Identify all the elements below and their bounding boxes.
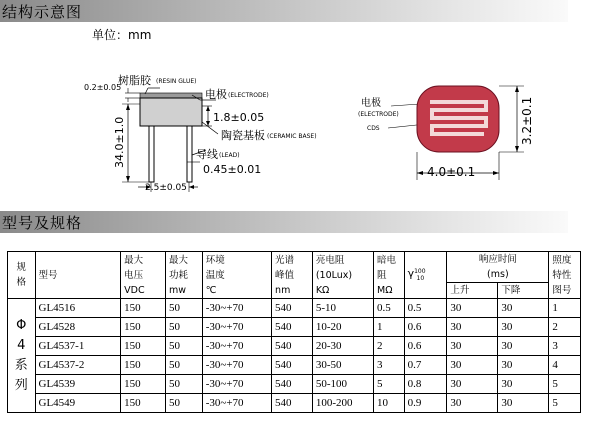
cell-voltage: 150 [121,375,166,394]
cell-fall: 30 [498,394,549,413]
cell-gamma: 0.7 [404,356,447,375]
cell-rise: 30 [447,356,498,375]
table-row [8,337,581,356]
cell-model: GL4549 [35,394,121,413]
cell-dark-res: 3 [374,356,405,375]
structure-section-header [0,0,568,22]
cell-voltage: 150 [121,299,166,318]
cell-light-res: 10-20 [312,318,373,337]
cell-light-res: 100-200 [312,394,373,413]
resin-glue-en-label: (RESIN GLUE) [156,78,197,85]
cell-spectral: 540 [272,375,313,394]
cell-fall: 30 [498,318,549,337]
lead-left [149,126,154,182]
cell-dark-res: 1 [374,318,405,337]
cell-gamma: 0.5 [404,299,447,318]
cell-spectral: 540 [272,356,313,375]
right-electrode-label: 电极 [361,98,381,109]
structure-diagram [0,22,589,211]
cell-temp: -30~+70 [202,337,271,356]
cell-model: GL4516 [35,299,121,318]
dim-2-5: 2.5±0.05 [145,183,187,193]
cell-fig: 5 [549,375,581,394]
structure-section-title: 结构示意图 [2,3,83,21]
header-dark-res: 暗电 阻 MΩ [374,252,405,299]
dim-3-2: 3.2±0.1 [520,96,534,145]
cds-label: CDS [367,125,380,132]
dim-1-8: 1.8±0.05 [213,111,265,124]
header-spectral: 光谱 峰值 nm [272,252,313,299]
cell-fall: 30 [498,337,549,356]
header-model: 型号 [35,252,121,299]
cell-fall: 30 [498,356,549,375]
cell-voltage: 150 [121,337,166,356]
cell-fall: 30 [498,375,549,394]
cell-model: GL4537-2 [35,356,121,375]
cell-rise: 30 [447,394,498,413]
electrode-en-label: (ELECTRODE) [228,92,269,99]
cell-rise: 30 [447,299,498,318]
table-row [8,318,581,337]
header-max-voltage: 最大 电压 VDC [121,252,166,299]
cell-spectral: 540 [272,299,313,318]
lead-en-label: (LEAD) [219,152,240,159]
ceramic-base-en-label: (CERAMIC BASE) [267,133,317,140]
cell-rise: 30 [447,337,498,356]
electrode-label: 电极 [205,88,227,101]
ceramic-base [140,98,202,126]
cell-temp: -30~+70 [202,299,271,318]
cell-model: GL4537-1 [35,337,121,356]
cell-rise: 30 [447,318,498,337]
cell-fall: 30 [498,299,549,318]
cell-model: GL4539 [35,375,121,394]
cell-spectral: 540 [272,337,313,356]
cell-temp: -30~+70 [202,318,271,337]
cell-temp: -30~+70 [202,375,271,394]
spec-table [7,251,581,413]
cell-voltage: 150 [121,318,166,337]
cell-power: 50 [166,337,203,356]
header-row-1 [8,252,581,283]
cell-light-res: 30-50 [312,356,373,375]
cell-dark-res: 2 [374,337,405,356]
cell-gamma: 0.6 [404,337,447,356]
header-response: 响应时间 (ms) [447,252,549,283]
cell-spectral: 540 [272,394,313,413]
header-category: 规 格 [8,252,36,299]
dim-4-0: 4.0±0.1 [427,165,476,179]
cell-fig: 5 [549,394,581,413]
cell-fig: 2 [549,318,581,337]
cell-gamma: 0.6 [404,318,447,337]
spec-section-header [0,211,568,233]
spec-section-title: 型号及规格 [2,214,83,232]
table-row [8,356,581,375]
cell-power: 50 [166,375,203,394]
table-row [8,375,581,394]
cell-gamma: 0.8 [404,375,447,394]
cell-power: 50 [166,394,203,413]
cell-rise: 30 [447,375,498,394]
header-max-power: 最大 功耗 mw [166,252,203,299]
cell-light-res: 20-30 [312,337,373,356]
table-row [8,299,581,318]
cell-dark-res: 0.5 [374,299,405,318]
cell-voltage: 150 [121,356,166,375]
header-gamma: $\gamma^{100}_{10}$ [404,252,447,299]
table-row [8,394,581,413]
category-label: Φ 4 系 列 [8,299,36,413]
header-curve: 照度 特性 图号 [549,252,581,299]
cell-power: 50 [166,299,203,318]
cell-voltage: 150 [121,394,166,413]
cell-dark-res: 10 [374,394,405,413]
ceramic-base-label: 陶瓷基板 [221,129,265,142]
cell-light-res: 50-100 [312,375,373,394]
header-rise: 上升 [447,283,498,299]
cell-spectral: 540 [272,318,313,337]
lead-right [187,126,192,182]
resin-glue-label: 树脂胶 [118,74,151,87]
lead-label: 导线 [196,148,218,161]
cell-temp: -30~+70 [202,394,271,413]
cell-fig: 1 [549,299,581,318]
cell-power: 50 [166,318,203,337]
cell-temp: -30~+70 [202,356,271,375]
cell-model: GL4528 [35,318,121,337]
cell-dark-res: 5 [374,375,405,394]
header-fall: 下降 [498,283,549,299]
cell-fig: 4 [549,356,581,375]
cell-gamma: 0.9 [404,394,447,413]
unit-label: 单位：mm [92,28,152,42]
cell-power: 50 [166,356,203,375]
cell-light-res: 5-10 [312,299,373,318]
right-electrode-en-label: (ELECTRODE) [358,111,399,118]
header-temp: 环境 温度 ℃ [202,252,271,299]
cell-fig: 3 [549,337,581,356]
dim-0-45: 0.45±0.01 [203,163,262,176]
dim-34: 34.0±1.0 [113,116,126,168]
dim-0-2: 0.2±0.05 [84,83,122,92]
header-light-res: 亮电阻 (10Lux) KΩ [312,252,373,299]
